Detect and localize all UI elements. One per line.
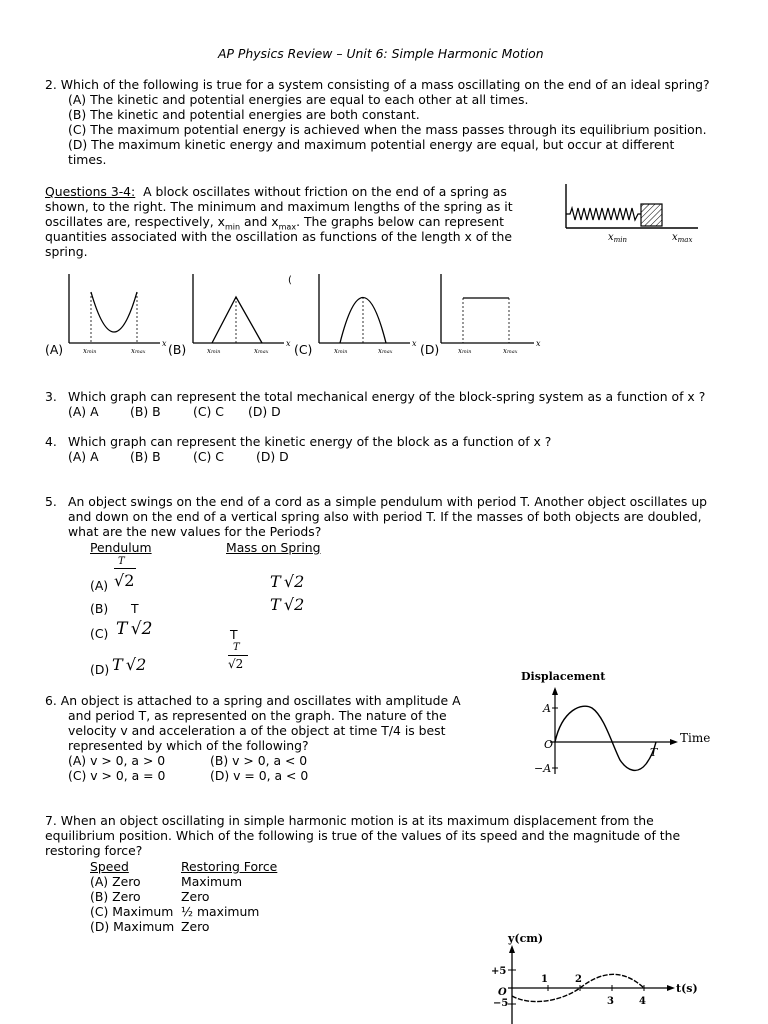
- graph-c-label: (C): [294, 342, 313, 357]
- question-2-choice-b: (B) The kinetic and potential energies are both constant.: [68, 107, 420, 122]
- question-6-line-2: and period T, as represented on the graph. The nature of the: [68, 708, 447, 723]
- intro-line-1: A block oscillates without friction on the end of a spring as: [143, 184, 507, 199]
- question-6-choice-c: (C) v > 0, a = 0: [68, 768, 166, 783]
- svg-text:x: x: [162, 339, 167, 348]
- displacement-title: Displacement: [521, 670, 606, 683]
- question-7-choice-b: (B) Zero: [90, 889, 141, 904]
- question-6-line-3: velocity v and acceleration a of the object at time T/4 is best: [68, 723, 446, 738]
- svg-text:2: 2: [575, 974, 582, 985]
- graph-a-label: (A): [45, 342, 64, 357]
- intro-line-5: spring.: [45, 244, 88, 259]
- spring-coil: [566, 208, 641, 220]
- question-4-stem: Which graph can represent the kinetic energy of the block as a function of x ?: [68, 434, 552, 449]
- question-3-choice-d: (D) D: [248, 404, 281, 419]
- question-6-line-4: represented by which of the following?: [68, 738, 309, 753]
- question-2-choice-a: (A) The kinetic and potential energies are equal to each other at all times.: [68, 92, 529, 107]
- graph-c-curve: [340, 298, 386, 344]
- question-3-choice-b: (B) B: [130, 404, 161, 419]
- question-6-choice-b: (B) v > 0, a < 0: [210, 753, 308, 768]
- question-5-choice-b: (B): [90, 601, 109, 616]
- graph-d: [438, 272, 548, 357]
- svg-text:x: x: [412, 339, 417, 348]
- intro-line-3: oscillates are, respectively, $x_{min}$ and $x_{max}$. The graphs below can represent: [45, 214, 504, 232]
- svg-text:xmax: xmax: [503, 347, 518, 355]
- intro-line-2: shown, to the right. The minimum and maximum lengths of the spring as it: [45, 199, 513, 214]
- question-5-line-1: An object swings on the end of a cord as a simple pendulum with period T. Another object oscillates up: [68, 494, 708, 509]
- graph-b-curve: [212, 297, 262, 343]
- question-7-line-3: restoring force?: [45, 843, 143, 858]
- question-7-line-2: equilibrium position. Which of the following is true of the values of its speed and the magnitude of the: [45, 828, 681, 843]
- spring-block-diagram: [560, 180, 705, 245]
- graph-a: [66, 272, 171, 357]
- svg-text:xmin: xmin: [83, 347, 97, 355]
- question-2-choice-d-cont: times.: [68, 152, 107, 167]
- question-3-stem: Which graph can represent the total mechanical energy of the block-spring system as a function of x ?: [68, 389, 706, 404]
- svg-text:x: x: [286, 339, 291, 348]
- graph-a-curve: [91, 292, 137, 332]
- svg-text:xmin: xmin: [334, 347, 348, 355]
- displacement-graph: [512, 664, 712, 779]
- question-4-choice-b: (B) B: [130, 449, 161, 464]
- svg-text:x: x: [536, 339, 541, 348]
- questions-3-4-heading: Questions 3-4:: [45, 184, 136, 199]
- svg-text:Time: Time: [680, 731, 711, 745]
- question-7-choice-d: (D) Maximum: [90, 919, 175, 934]
- question-2-stem: 2. Which of the following is true for a system consisting of a mass oscillating on the end of an ideal spring?: [45, 77, 710, 92]
- question-5-choice-a: (A): [90, 578, 109, 593]
- question-3-choice-c: (C) C: [193, 404, 224, 419]
- svg-text:O: O: [498, 987, 507, 998]
- page-title: AP Physics Review – Unit 6: Simple Harmonic Motion: [218, 46, 544, 61]
- question-7-choice-a: (A) Zero: [90, 874, 141, 889]
- block: [641, 204, 662, 226]
- svg-text:xmin: xmin: [458, 347, 472, 355]
- graph-b-label: (B): [168, 342, 187, 357]
- svg-text:A: A: [543, 702, 551, 715]
- speed-header: Speed: [90, 859, 129, 874]
- question-7-choice-c: (C) Maximum: [90, 904, 174, 919]
- svg-text:+5: +5: [491, 966, 507, 977]
- question-5-choice-c: (C): [90, 626, 109, 641]
- svg-text:O: O: [544, 738, 554, 751]
- question-5-choice-d: (D): [90, 662, 110, 677]
- question-7-line-1: 7. When an object oscillating in simple harmonic motion is at its maximum displacement from the: [45, 813, 654, 828]
- t-axis-label: t(s): [676, 982, 698, 995]
- spring-xmax-label: $x_{max}$: [672, 232, 693, 244]
- svg-text:xmin: xmin: [207, 347, 221, 355]
- question-2-choice-c: (C) The maximum potential energy is achieved when the mass passes through its equilibrium position.: [68, 122, 707, 137]
- question-4-choice-d: (D) D: [256, 449, 289, 464]
- question-4-choice-a: (A) A: [68, 449, 99, 464]
- svg-text:xmax: xmax: [378, 347, 393, 355]
- position-time-graph: [480, 926, 705, 1024]
- spring-header: Mass on Spring: [226, 540, 321, 555]
- question-5-line-3: what are the new values for the Periods?: [68, 524, 322, 539]
- stray-mark: (: [288, 275, 292, 286]
- question-6-line-1: 6. An object is attached to a spring and oscillates with amplitude A: [45, 693, 461, 708]
- y-axis-label: y(cm): [508, 932, 544, 945]
- displacement-curve: [555, 706, 656, 770]
- graph-d-label: (D): [420, 342, 440, 357]
- graph-b: [190, 272, 295, 357]
- question-2-choice-d: (D) The maximum kinetic energy and maximum potential energy are equal, but occur at different: [68, 137, 675, 152]
- question-6-choice-a: (A) v > 0, a > 0: [68, 753, 166, 768]
- svg-text:xmax: xmax: [131, 347, 146, 355]
- svg-text:T: T: [650, 746, 658, 759]
- spring-xmin-label: $x_{min}$: [608, 232, 628, 244]
- svg-text:4: 4: [639, 996, 646, 1007]
- svg-text:3: 3: [607, 996, 614, 1007]
- force-header: Restoring Force: [181, 859, 278, 874]
- svg-text:1: 1: [541, 974, 548, 985]
- question-6-choice-d: (D) v = 0, a < 0: [210, 768, 309, 783]
- svg-text:−A: −A: [534, 762, 552, 775]
- intro-line-4: quantities associated with the oscillation as functions of the length x of the: [45, 229, 513, 244]
- svg-text:−5: −5: [493, 998, 509, 1009]
- graph-c: [316, 272, 421, 357]
- pendulum-header: Pendulum: [90, 540, 152, 555]
- question-4-choice-c: (C) C: [193, 449, 224, 464]
- question-5-line-2: and down on the end of a vertical spring also with period T. If the masses of both objects are doubled,: [68, 509, 702, 524]
- question-3-choice-a: (A) A: [68, 404, 99, 419]
- worksheet-page: AP Physics Review – Unit 6: Simple Harmonic Motion 2. Which of the following is true for a system consisting of a mass oscillating on the end of an ideal spring? (A) The kinetic and potential energies are equal to each other at all times. (B) The kinetic and potential energies are both constant. (C) The maximum potential energy is achieved when the mass passes through its equilibrium position. (D) The maximum kinetic energy and maximum potential energy are equal, but occur at different times. Questions 3-4: A block oscillates without friction on the end of a spring as shown, to the right. The minimum and maximum lengths of the spring as it oscillates are, respectively, $x_{min}$ and $x_{max}$. The graphs below can represent quantities associated with the oscillation as functions of the length x of the spring. $x_{min}$ $x_{max}$ (A) (B) (C) (D) ( xmin xmax x xmin xmax x xmin xmax x xmin xmax x 3. Which graph can represent the total mechanical energy of the block-spring system as a function of x ? (A) A (B) B (C) C (D) D 4. Which graph can represent the kinetic energy of the block as a function of x ? (A) A (B) B (C) C (D) D 5. An object swings on the end of a cord as a simple pendulum with period T. Another object oscillates up and down on the end of a vertical spring also with period T. If the masses of both objects are doubled, what are the new values for the Periods? Pendulum Mass on Spring T (A) √2 T √2 (B) T T √2 (C) T √2 T T √2 (D) T √2 6. An object is attached to a spring and oscillates with amplitude A and period T, as represented on the graph. The nature of the velocity v and acceleration a of the object at time T/4 is best represented by which of the following? (A) v > 0, a > 0 (B) v > 0, a < 0 (C) v > 0, a = 0 (D) v = 0, a < 0 Displacement A O −A T Time 7. When an object oscillating in simple harmonic motion is at its maximum displacement from the equilibrium position. Which of the following is true of the values of its speed and the magnitude of the restoring force? Speed Restoring Force (A) Zero Maximum (B) Zero Zero (C) Maximum ½ maximum (D) Maximum Zero y(cm) +5 O −5 1 2 3 4 t(s): [0, 0, 768, 1024]
- svg-text:xmax: xmax: [254, 347, 269, 355]
